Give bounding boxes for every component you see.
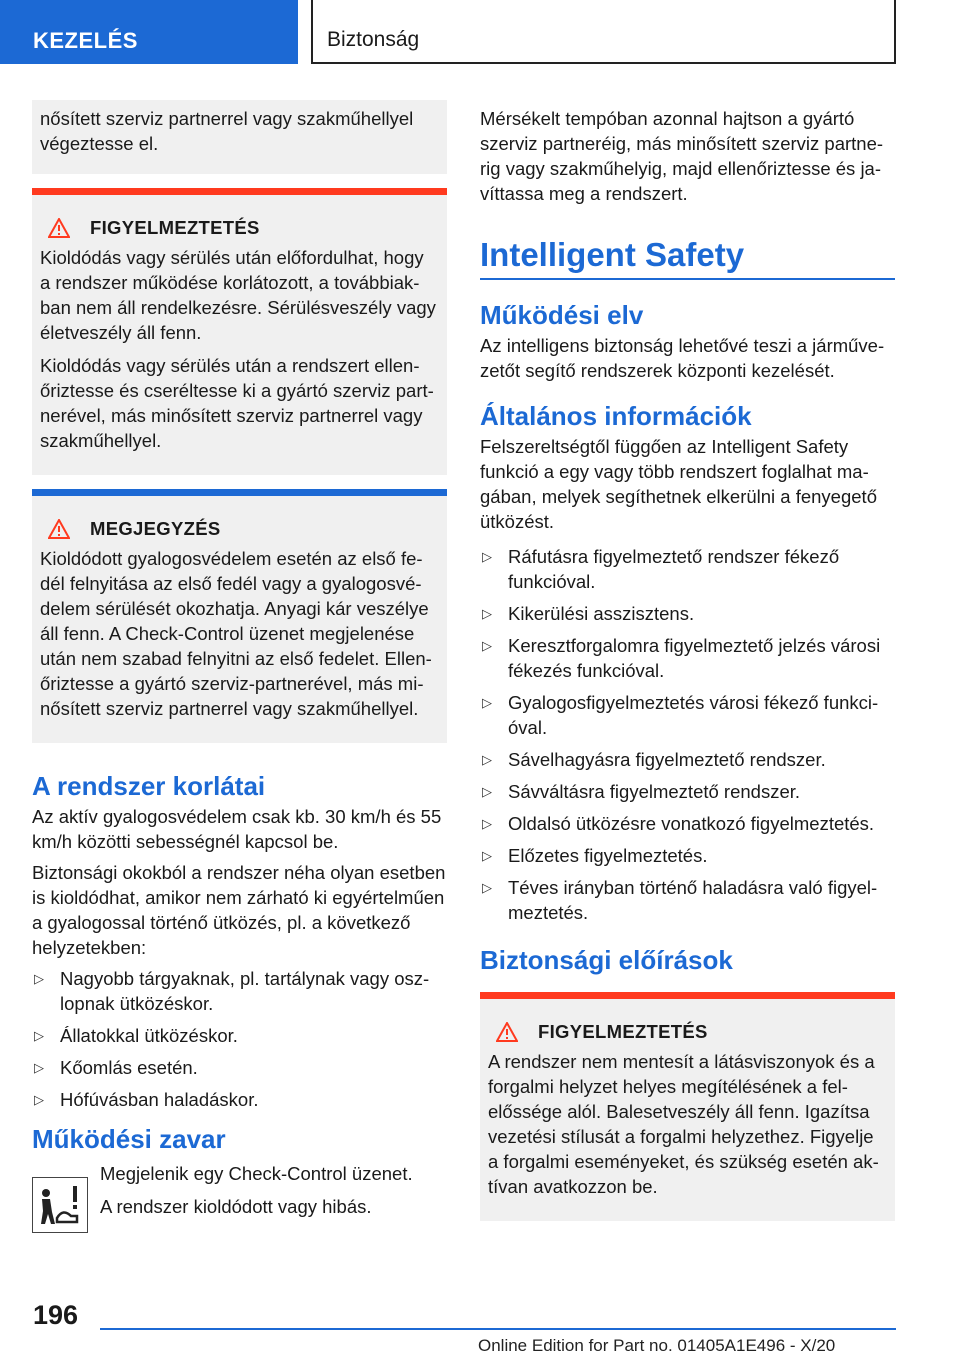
continued-box	[32, 100, 447, 174]
list-item	[480, 811, 895, 836]
safety-warning-box	[480, 992, 895, 1221]
safety-heading: Biztonsági előírások	[480, 945, 733, 975]
bullet-triangle-icon: ▷	[482, 784, 492, 799]
principle-paragraph: Az intelligens biztonság lehetővé teszi a járművezetőt segítő rendszerek központi kezelését.	[480, 335, 885, 381]
principle-heading: Működési elv	[480, 300, 644, 330]
section-tab: KEZELÉS	[0, 0, 298, 64]
general-paragraph: Felszereltségtől függően az Intelligent Safety funkció a egy vagy több rendszert foglalhat magában, melyek segíthetnek elkerülni a fenyegető ütközést.	[480, 436, 877, 532]
limits-paragraph: Az aktív gyalogosvédelem csak kb. 30 km/h és 55 km/h közötti sebességnél kapcsol be.	[32, 806, 442, 852]
bullet-triangle-icon: ▷	[482, 606, 492, 621]
list-item-text: Téves irányban történő haladásra való figyelmeztetés.	[508, 877, 878, 923]
safety-warning-title	[488, 1021, 887, 1043]
warning-paragraph: Kioldódás vagy sérülés után a rendszert ellenőriztesse és cseréltesse ki a gyártó szerviz partnerével, más minősített szerviz partnerrel vagy szakműhellyel.	[40, 355, 434, 451]
bullet-triangle-icon: ▷	[482, 549, 492, 564]
list-item-text: Ráfutásra figyelmeztető rendszer fékező funkcióval.	[508, 546, 840, 592]
bullet-triangle-icon: ▷	[482, 880, 492, 895]
note-box	[32, 489, 447, 743]
limits-heading: A rendszer korlátai	[32, 771, 266, 801]
list-item-text: Hófúvásban haladáskor.	[60, 1089, 259, 1110]
list-item-text: Kikerülési asszisztens.	[508, 603, 695, 624]
general-heading: Általános információk	[480, 401, 752, 431]
note-paragraph: Kioldódott gyalogosvédelem esetén az első fedél felnyitása az első fedél vagy a gyalogosvédelem sérülését okozhatja. Anyagi kár veszélye áll fenn. A Check-Control üzenet megjelenése után nem szabad felnyitni az első fedelet. Ellenőriztesse a gyártó szerviz-partnerével, más minősített szerviz partnerrel vagy szakműhellyel.	[40, 548, 432, 719]
list-item-text: Gyalogosfigyelmeztetés városi fékező funkcióval.	[508, 692, 879, 738]
warning-triangle-icon	[48, 218, 70, 238]
list-item-text: Előzetes figyelmeztetés.	[508, 845, 708, 866]
warning-title-text: FIGYELMEZTETÉS	[90, 217, 260, 238]
features-list	[480, 544, 895, 925]
warning-paragraph: Kioldódás vagy sérülés után előfordulhat, hogy a rendszer működése korlátozott, a továbbiakban nem áll rendelkezésre. Sérülésveszély vagy életveszély áll fenn.	[40, 247, 436, 343]
left-column	[32, 100, 447, 1233]
footer-edition: Online Edition for Part no. 01405A1E496 - X/20	[478, 1336, 836, 1355]
fault-paragraph: A rendszer kioldódott vagy hibás.	[100, 1196, 372, 1217]
warning-triangle-icon	[496, 1022, 518, 1042]
page-section-title: Intelligent Safety	[480, 236, 895, 280]
chapter-title: Biztonság	[311, 0, 896, 64]
list-item	[480, 747, 895, 772]
page-number: 196	[33, 1300, 79, 1330]
fault-block	[32, 1161, 447, 1233]
bullet-triangle-icon: ▷	[34, 1092, 44, 1107]
bullet-triangle-icon: ▷	[34, 1028, 44, 1043]
footer-rule	[100, 1328, 896, 1330]
fault-text	[100, 1161, 413, 1233]
list-item	[480, 544, 895, 594]
list-item	[32, 966, 447, 1016]
list-item-text: Kőomlás esetén.	[60, 1057, 198, 1078]
bullet-triangle-icon: ▷	[34, 971, 44, 986]
list-item-text: Oldalsó ütközésre vonatkozó figyelmeztetés.	[508, 813, 875, 834]
list-item	[480, 843, 895, 868]
list-item	[480, 601, 895, 626]
continued-text: nősített szerviz partnerrel vagy szakműhellyel végeztesse el.	[40, 108, 414, 154]
warning-triangle-icon	[48, 519, 70, 539]
fault-paragraph: Megjelenik egy Check-Control üzenet.	[100, 1163, 413, 1184]
list-item-text: Nagyobb tárgyaknak, pl. tartálynak vagy oszlopnak ütközéskor.	[60, 968, 430, 1014]
bullet-triangle-icon: ▷	[34, 1060, 44, 1075]
pedestrian-warning-icon	[32, 1177, 88, 1233]
list-item	[480, 633, 895, 683]
bullet-triangle-icon: ▷	[482, 638, 492, 653]
list-item	[32, 1023, 447, 1048]
limits-list	[32, 966, 447, 1112]
safety-warning-title-text: FIGYELMEZTETÉS	[538, 1021, 708, 1042]
limits-paragraph: Biztonsági okokból a rendszer néha olyan esetben is kioldódhat, amikor nem zárható ki egyértelműen a gyalogossal történő ütközés, pl. a következő helyzetekben:	[32, 862, 446, 958]
bullet-triangle-icon: ▷	[482, 695, 492, 710]
list-item	[480, 875, 895, 925]
list-item-text: Sávelhagyásra figyelmeztető rendszer.	[508, 749, 826, 770]
bullet-triangle-icon: ▷	[482, 816, 492, 831]
bullet-triangle-icon: ▷	[482, 848, 492, 863]
list-item	[480, 779, 895, 804]
list-item	[32, 1055, 447, 1080]
note-title	[40, 518, 439, 540]
list-item-text: Keresztforgalomra figyelmeztető jelzés városi fékezés funkcióval.	[508, 635, 881, 681]
warning-box	[32, 188, 447, 475]
note-title-text: MEGJEGYZÉS	[90, 518, 221, 539]
intro-paragraph: Mérsékelt tempóban azonnal hajtson a gyártó szerviz partneréig, más minősített szerviz partnerig vagy szakműhelyig, majd ellenőriztesse és javíttassa meg a rendszert.	[480, 108, 884, 204]
list-item	[480, 690, 895, 740]
list-item-text: Sávváltásra figyelmeztető rendszer.	[508, 781, 801, 802]
warning-title	[40, 217, 439, 239]
safety-warning-paragraph: A rendszer nem mentesít a látásviszonyok és a forgalmi helyzet helyes megítélésének a felelőssége alól. Balesetveszély áll fenn. Igazítsa vezetési stílusát a forgalmi helyzethez. Figyelje a forgalmi eseményeket, és szükség esetén aktívan avatkozzon be.	[488, 1051, 879, 1197]
bullet-triangle-icon: ▷	[482, 752, 492, 767]
list-item-text: Állatokkal ütközéskor.	[60, 1025, 238, 1046]
right-column	[480, 100, 895, 1221]
list-item	[32, 1087, 447, 1112]
fault-heading: Működési zavar	[32, 1124, 226, 1154]
